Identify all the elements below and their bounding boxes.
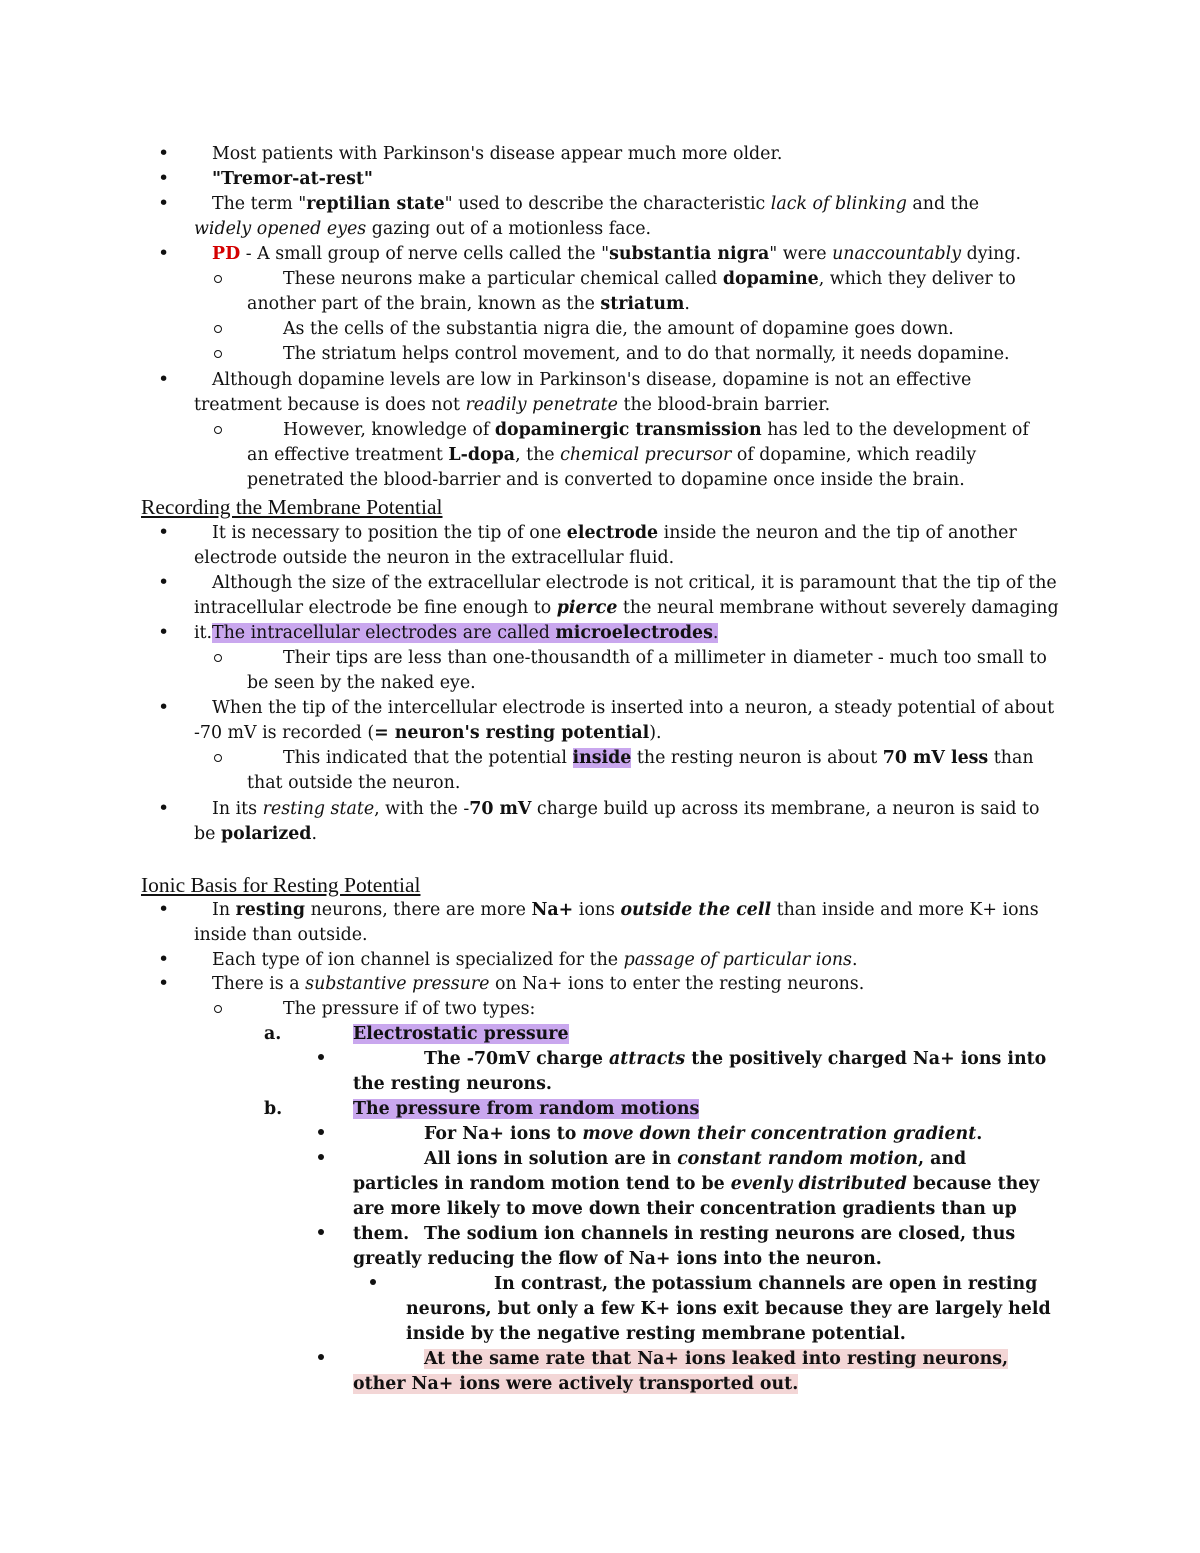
list-item: The term "reptilian state" used to describe the characteristic lack of blinking and the widely opened eyes gazing out of a motionless face. [194, 194, 980, 239]
list-item: The striatum helps control movement, and to do that normally, it needs dopamine. [283, 344, 1010, 364]
list-item: Electrostatic pressure [353, 1024, 569, 1044]
bullet-icon: • [158, 621, 170, 643]
bullet-icon [318, 1129, 324, 1135]
list-item: Although dopamine levels are low in Parkinson's disease, dopamine is not an effective treatment because is does not readily penetrate the blood-brain barrier. [194, 370, 972, 415]
list-item: Most patients with Parkinson's disease appear much more older. [212, 144, 783, 164]
list-item: The pressure if of two types: [283, 999, 536, 1019]
circle-bullet-icon [214, 426, 222, 434]
list-letter: a. [264, 1024, 282, 1044]
list-item: The sodium ion channels in resting neurons are closed, thus greatly reducing the flow of Na+ ions into the neuron. [353, 1224, 1016, 1269]
list-item: At the same rate that Na+ ions leaked into resting neurons, other Na+ ions were actively transported out. [353, 1349, 1009, 1394]
section-heading: Recording the Membrane Potential [141, 495, 443, 519]
list-item: The pressure from random motions [353, 1099, 700, 1119]
list-item: PD - A small group of nerve cells called the "substantia nigra" were unaccountably dying. [212, 244, 1021, 264]
list-item: In resting neurons, there are more Na+ ions outside the cell than inside and more K+ ions inside than outside. [194, 900, 1039, 945]
bullet-icon: • [158, 571, 170, 593]
bullet-icon [318, 1229, 324, 1235]
bullet-icon: • [158, 242, 170, 264]
list-item: When the tip of the intercellular electrode is inserted into a neuron, a steady potential of about -70 mV is recorded (= neuron's resting potential). [194, 698, 1055, 743]
circle-bullet-icon [214, 754, 222, 762]
bullet-icon: • [158, 521, 170, 543]
list-letter: b. [264, 1099, 283, 1119]
circle-bullet-icon [214, 654, 222, 662]
list-item: However, knowledge of dopaminergic transmission has led to the development of an effective treatment L-dopa, the chemical precursor of dopamine, which readily penetrated the blood-barrier and is converted to dopamine once inside the brain. [247, 420, 1029, 490]
circle-bullet-icon [214, 350, 222, 358]
circle-bullet-icon [214, 325, 222, 333]
bullet-icon [318, 1054, 324, 1060]
list-item: These neurons make a particular chemical called dopamine, which they deliver to another part of the brain, known as the striatum. [247, 269, 1016, 314]
bullet-icon: • [158, 696, 170, 718]
list-item: There is a substantive pressure on Na+ ions to enter the resting neurons. [212, 974, 865, 994]
list-item: Their tips are less than one-thousandth of a millimeter in diameter - much too small to be seen by the naked eye. [247, 648, 1047, 693]
bullet-icon: • [158, 142, 170, 164]
list-item: Each type of ion channel is specialized for the passage of particular ions. [212, 950, 858, 970]
bullet-icon: • [158, 167, 170, 189]
list-item: It is necessary to position the tip of one electrode inside the neuron and the tip of another electrode outside the neuron in the extracellular fluid. [194, 523, 1017, 568]
bullet-icon: • [158, 898, 170, 920]
list-item: The -70mV charge attracts the positively charged Na+ ions into the resting neurons. [353, 1049, 1047, 1094]
bullet-icon [370, 1279, 376, 1285]
list-item: This indicated that the potential inside the resting neuron is about 70 mV less than that outside the neuron. [247, 748, 1034, 793]
bullet-icon: • [158, 972, 170, 994]
bullet-icon [318, 1354, 324, 1360]
list-item: All ions in solution are in constant random motion, and particles in random motion tend to be evenly distributed because they are more likely to move down their concentration gradients than up them. [353, 1149, 1040, 1244]
circle-bullet-icon [214, 1005, 222, 1013]
list-item: For Na+ ions to move down their concentration gradient. [424, 1124, 983, 1144]
bullet-icon [318, 1154, 324, 1160]
highlighted-text: The intracellular electrodes are called microelectrodes. [212, 623, 719, 643]
bullet-icon: • [158, 368, 170, 390]
list-item [212, 621, 1072, 646]
bullet-icon: • [158, 948, 170, 970]
list-item: Although the size of the extracellular electrode is not critical, it is paramount that the tip of the intracellular electrode be fine enough to pierce the neural membrane without severely damaging it. [194, 573, 1059, 643]
list-item: As the cells of the substantia nigra die, the amount of dopamine goes down. [283, 319, 954, 339]
section-heading: Ionic Basis for Resting Potential [141, 873, 421, 897]
circle-bullet-icon [214, 275, 222, 283]
list-item: In contrast, the potassium channels are open in resting neurons, but only a few K+ ions exit because they are largely held inside by the negative resting membrane potential. [406, 1274, 1051, 1344]
list-item: "Tremor-at-rest" [212, 169, 373, 189]
bullet-icon: • [158, 192, 170, 214]
bullet-icon: • [158, 797, 170, 819]
list-item: In its resting state, with the -70 mV charge build up across its membrane, a neuron is said to be polarized. [194, 799, 1040, 844]
